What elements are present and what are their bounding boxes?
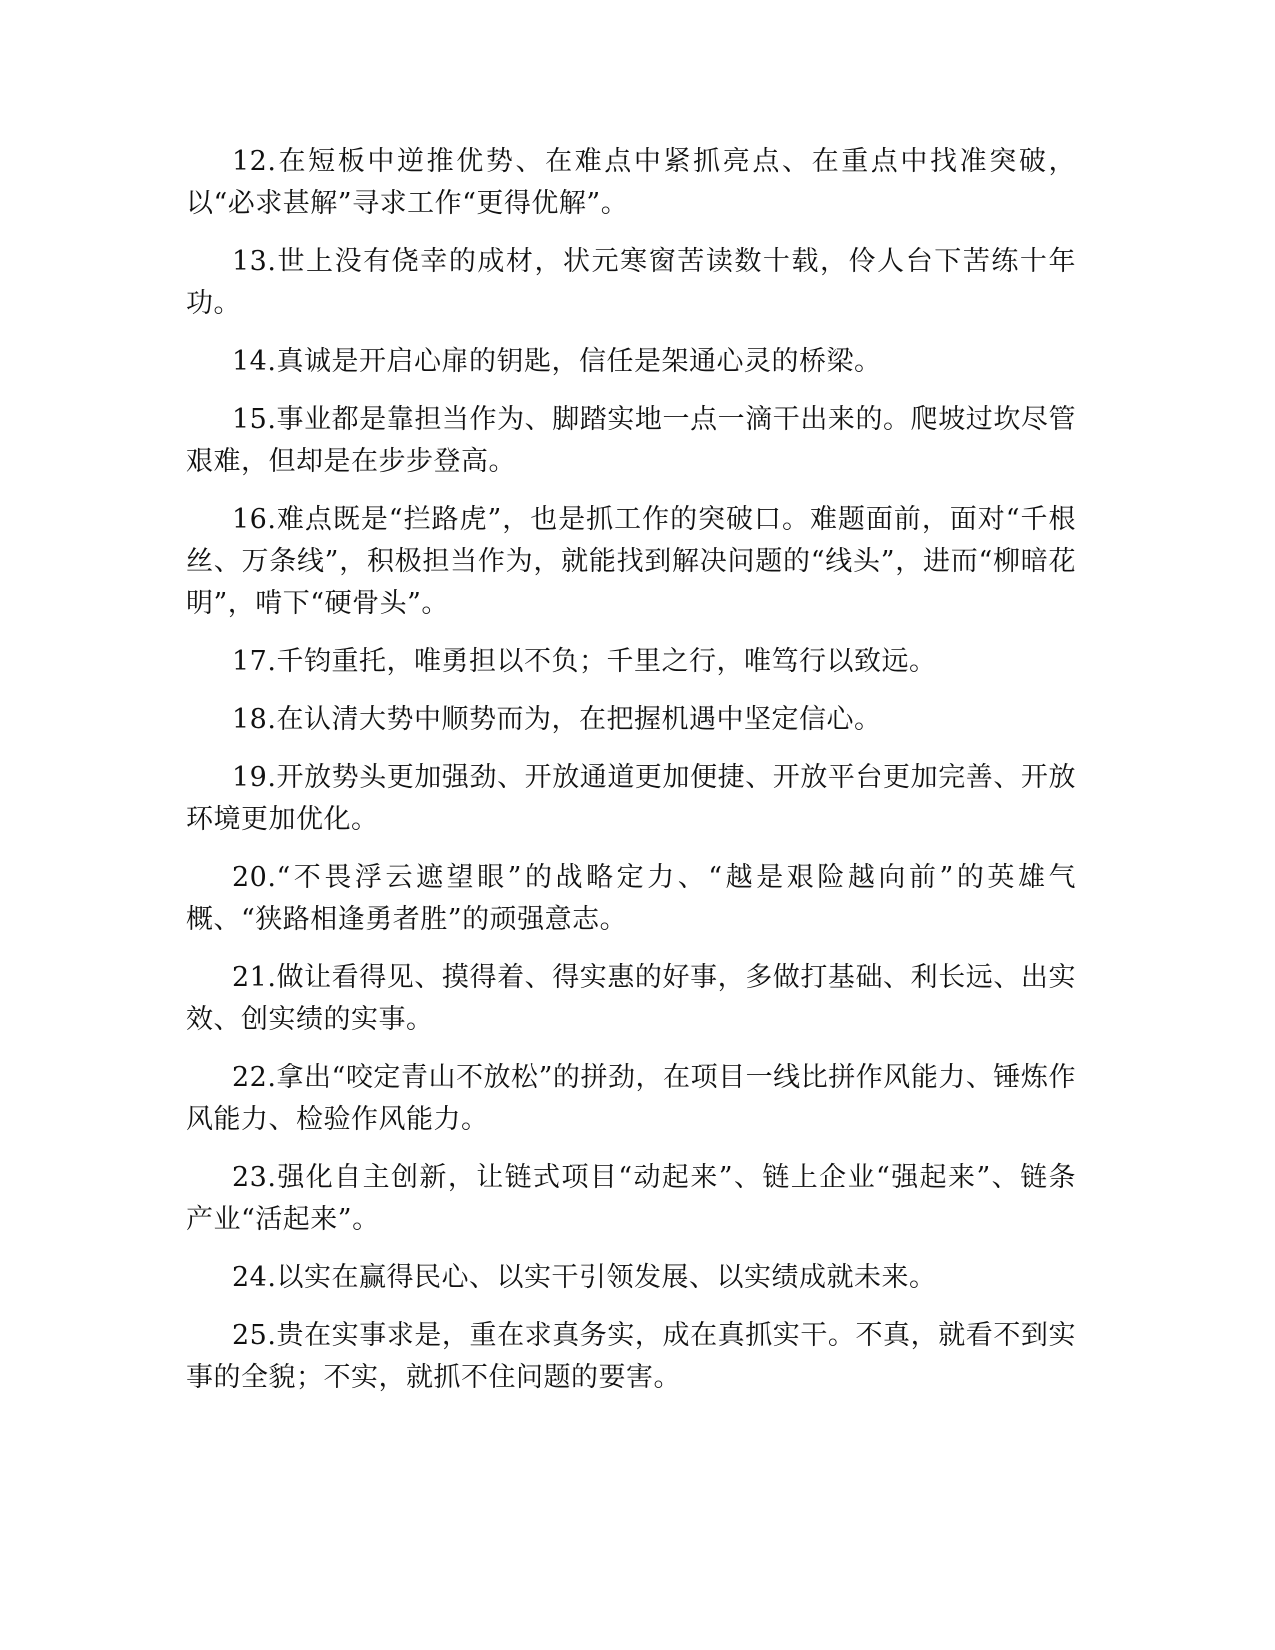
paragraph-25: 25.贵在实事求是，重在求真务实，成在真抓实干。不真，就看不到实事的全貌；不实，就抓不住问题的要害。: [186, 1320, 1076, 1393]
paragraph-14: 14.真诚是开启心扉的钥匙，信任是架通心灵的桥梁。: [232, 346, 882, 377]
paragraph-18: 18.在认清大势中顺势而为，在把握机遇中坚定信心。: [232, 704, 882, 735]
paragraph-13: 13.世上没有侥幸的成材，状元寒窗苦读数十载，伶人台下苦练十年功。: [186, 246, 1076, 319]
paragraph-15: 15.事业都是靠担当作为、脚踏实地一点一滴干出来的。爬坡过坎尽管艰难，但却是在步步登高。: [186, 404, 1076, 477]
paragraph-12: 12.在短板中逆推优势、在难点中紧抓亮点、在重点中找准突破，以“必求甚解”寻求工作“更得优解”。: [186, 146, 1076, 219]
paragraph-19: 19.开放势头更加强劲、开放通道更加便捷、开放平台更加完善、开放环境更加优化。: [186, 762, 1076, 835]
paragraph-21: 21.做让看得见、摸得着、得实惠的好事，多做打基础、利长远、出实效、创实绩的实事。: [186, 962, 1076, 1035]
document-body: [186, 141, 1076, 1415]
paragraph-24: 24.以实在赢得民心、以实干引领发展、以实绩成就未来。: [232, 1262, 937, 1293]
paragraph-22: 22.拿出“咬定青山不放松”的拼劲，在项目一线比拼作风能力、锤炼作风能力、检验作风能力。: [186, 1062, 1076, 1135]
paragraph-16: 16.难点既是“拦路虎”，也是抓工作的突破口。难题面前，面对“千根丝、万条线”，积极担当作为，就能找到解决问题的“线头”，进而“柳暗花明”，啃下“硬骨头”。: [186, 504, 1076, 619]
paragraph-17: 17.千钧重托，唯勇担以不负；千里之行，唯笃行以致远。: [232, 646, 937, 677]
paragraph-23: 23.强化自主创新，让链式项目“动起来”、链上企业“强起来”、链条产业“活起来”。: [186, 1162, 1076, 1235]
paragraph-20: 20.“不畏浮云遮望眼”的战略定力、“越是艰险越向前”的英雄气概、“狭路相逢勇者胜”的顽强意志。: [186, 862, 1076, 935]
